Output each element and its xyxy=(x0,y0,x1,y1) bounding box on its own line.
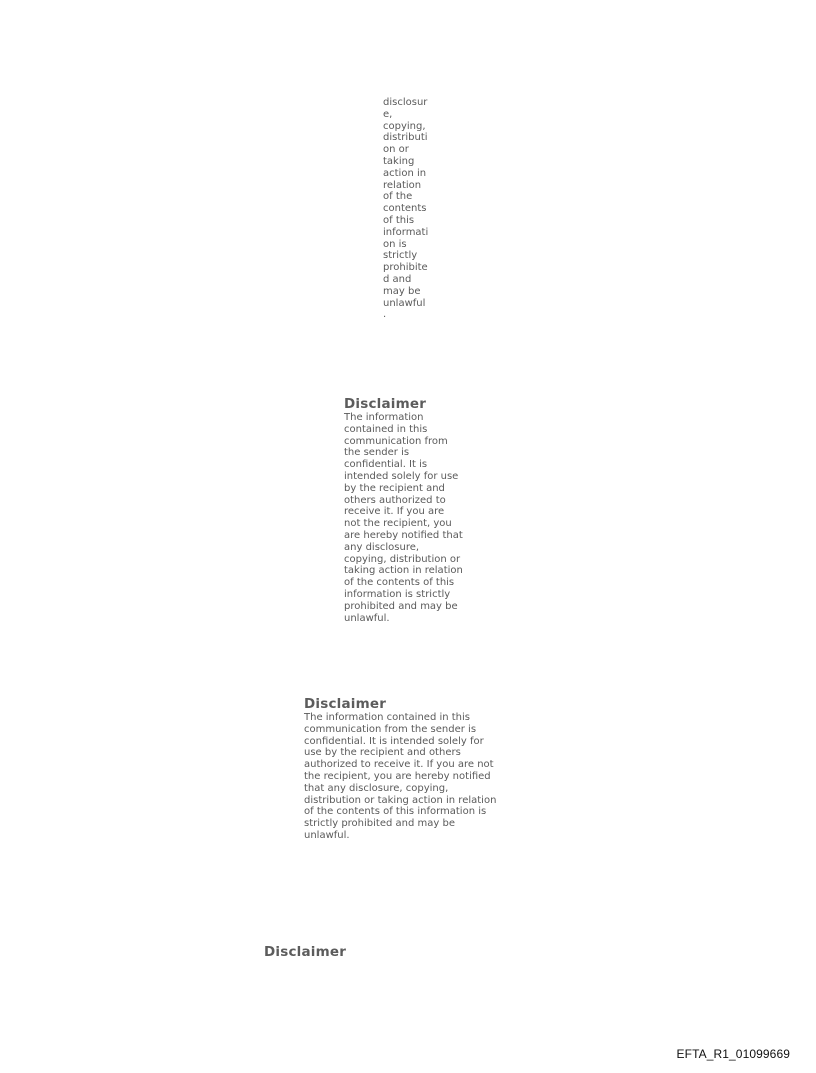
disclaimer-line: prohibite xyxy=(383,262,428,274)
disclaimer-line: may be xyxy=(383,285,421,297)
disclaimer-line: confidential. It is xyxy=(344,459,428,471)
disclaimer-line: strictly prohibited and may be xyxy=(304,818,455,830)
disclaimer-line: disclosur xyxy=(383,97,428,108)
disclaimer-line: d and xyxy=(383,273,412,285)
disclaimer-line: others authorized to xyxy=(344,494,446,506)
disclaimer-line: on is xyxy=(383,238,407,250)
disclaimer-fragment-narrow xyxy=(383,97,428,321)
disclaimer-block-wide xyxy=(304,697,496,842)
disclaimer-block-medium xyxy=(344,397,463,624)
disclaimer-line: action in xyxy=(383,167,427,179)
disclaimer-line: relation xyxy=(383,179,422,191)
disclaimer-line: any disclosure, xyxy=(344,541,420,553)
disclaimer-line: unlawful. xyxy=(344,612,390,624)
disclaimer-line: of the contents of this information is xyxy=(304,806,487,818)
disclaimer-line: The information contained in this xyxy=(304,712,471,723)
disclaimer-line: copying, xyxy=(383,120,426,132)
disclaimer-line: not the recipient, you xyxy=(344,518,452,530)
disclaimer-line: The information xyxy=(344,412,424,423)
disclaimer-heading: Disclaimer xyxy=(344,396,427,412)
disclaimer-heading: Disclaimer xyxy=(304,696,387,712)
disclaimer-line: confidential. It is intended solely for xyxy=(304,735,484,747)
disclaimer-line: receive it. If you are xyxy=(344,506,445,518)
disclaimer-line: on or xyxy=(383,144,409,156)
disclaimer-line: the recipient, you are hereby notified xyxy=(304,770,491,782)
disclaimer-line: the sender is xyxy=(344,447,410,459)
disclaimer-line: taking action in relation xyxy=(344,565,463,577)
disclaimer-line: taking xyxy=(383,155,415,167)
disclaimer-heading: Disclaimer xyxy=(264,944,347,960)
disclaimer-line: strictly xyxy=(383,250,418,262)
disclaimer-line: are hereby notified that xyxy=(344,529,463,541)
disclaimer-line: that any disclosure, copying, xyxy=(304,782,449,794)
disclaimer-line: by the recipient and xyxy=(344,482,445,494)
disclaimer-line: distribution or taking action in relation xyxy=(304,794,497,806)
disclaimer-line: contained in this xyxy=(344,423,428,435)
disclaimer-block-heading-only xyxy=(264,945,346,960)
disclaimer-line: communication from the sender is xyxy=(304,723,477,735)
disclaimer-line: of the xyxy=(383,191,413,203)
disclaimer-line: communication from xyxy=(344,435,448,447)
disclaimer-line: e, xyxy=(383,108,393,120)
disclaimer-line: of this xyxy=(383,214,415,226)
disclaimer-line: of the contents of this xyxy=(344,577,455,589)
document-id: EFTA_R1_01099669 xyxy=(676,1047,790,1061)
disclaimer-line: . xyxy=(383,309,387,321)
disclaimer-line: unlawful. xyxy=(304,829,350,841)
disclaimer-line: contents xyxy=(383,203,427,215)
disclaimer-line: use by the recipient and others xyxy=(304,747,461,759)
disclaimer-line: informati xyxy=(383,226,429,238)
disclaimer-line: distributi xyxy=(383,132,428,144)
disclaimer-line: copying, distribution or xyxy=(344,553,461,565)
disclaimer-line: information is strictly xyxy=(344,588,451,600)
disclaimer-line: unlawful xyxy=(383,297,426,309)
disclaimer-line: intended solely for use xyxy=(344,470,459,482)
disclaimer-line: authorized to receive it. If you are not xyxy=(304,759,494,771)
disclaimer-line: prohibited and may be xyxy=(344,600,458,612)
